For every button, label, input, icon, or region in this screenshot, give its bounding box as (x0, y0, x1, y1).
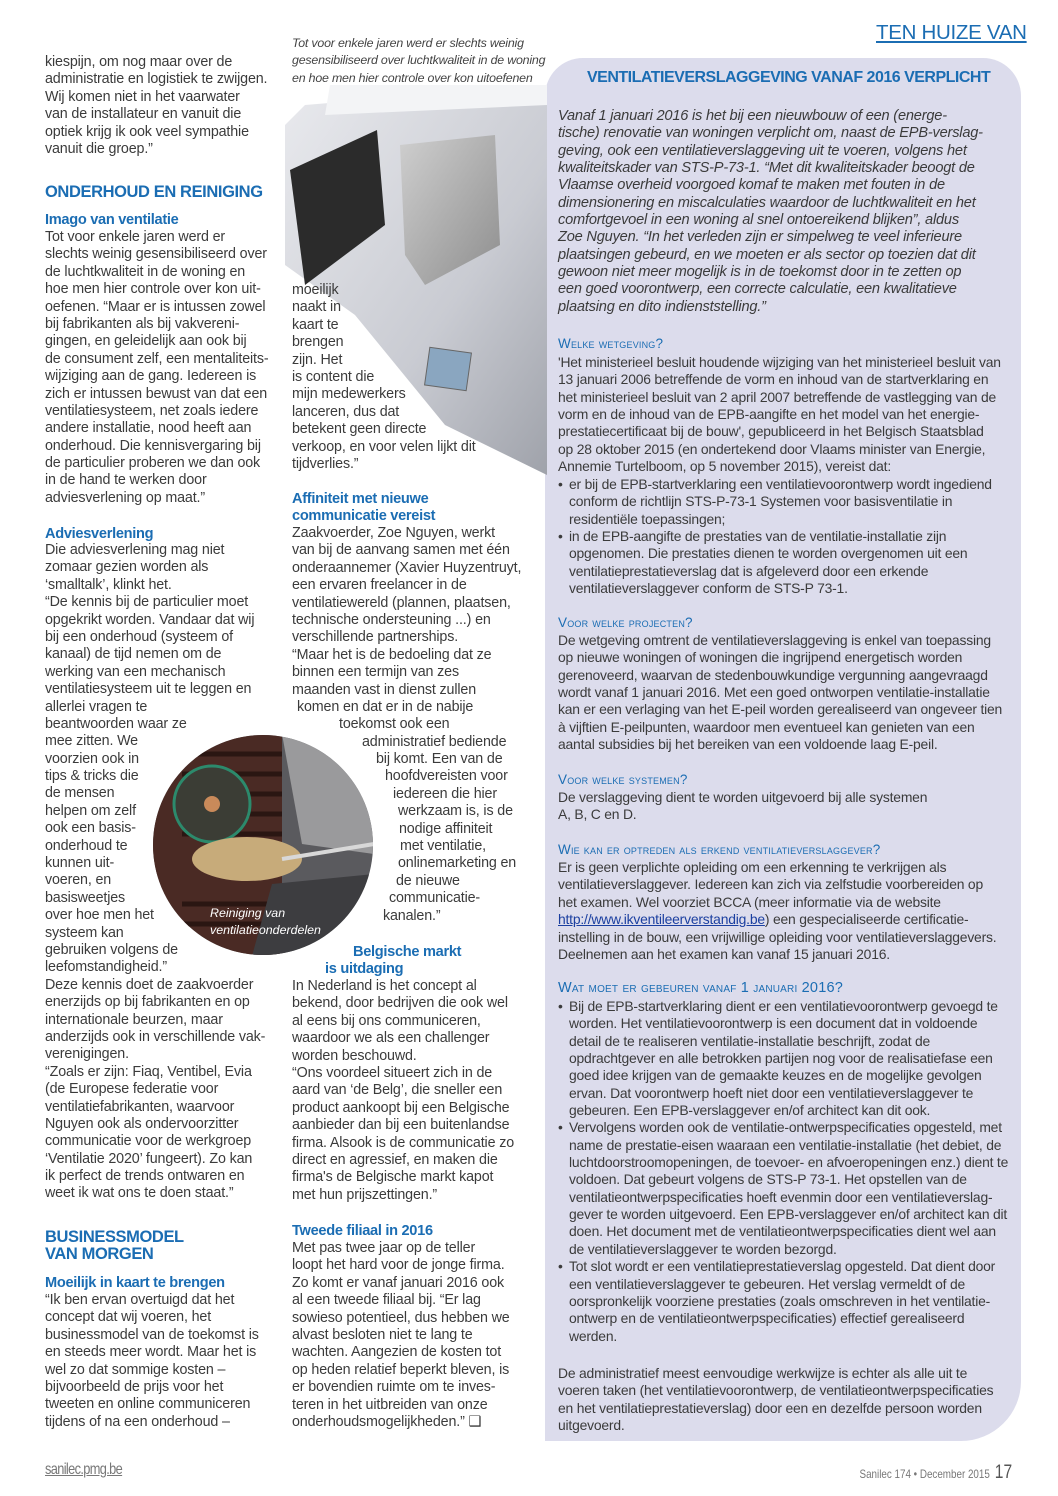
text-line: een ventilatieverslaggever te gebeuren. Het verslag vermeldt of de (569, 1275, 966, 1292)
text-line: nodige affiniteit (399, 820, 493, 837)
text-line: onderhoud te (45, 837, 128, 854)
text-line: gewoon niet meer mogelijk is in de toekomst door in te zetten op (558, 264, 962, 281)
text-line: ik perfect de trends ontwaren en (45, 1168, 245, 1185)
text-line: basisweetjes (45, 889, 126, 906)
text-line: technische ondersteuning ...) en (292, 611, 491, 628)
text-line: kunnen uit- (45, 855, 115, 872)
text-line: worden beschouwd. (292, 1047, 417, 1064)
text-line: voeren taken (het ventilatievoorontwerp, de ventilatieontwerpspecificaties (558, 1382, 994, 1399)
text-line: conform de richtlijn STS-P-73-1 Systemen voor basisventilatie in (569, 493, 953, 510)
section-title-systemen: Voor welke systemen? (558, 772, 688, 787)
text-line: Reiniging van (210, 906, 286, 920)
middle-paragraph (292, 525, 521, 925)
section-tag: TEN HUIZE VAN (876, 21, 1027, 44)
text-line: hoe men hier controle over kon uit- (45, 281, 261, 298)
text-line: Er is geen verplichte opleiding om een erkenning te verkrijgen als (558, 859, 947, 875)
text-line: alvast besloten niet te lang te (292, 1326, 473, 1343)
text-line: naakt in (292, 299, 341, 316)
text-line: tijdverlies.” (292, 455, 359, 472)
text-line: er bovendien ruimte om te inves- (292, 1379, 496, 1396)
text-line: VAN MORGEN (45, 1245, 154, 1264)
bullet-item (558, 1258, 1008, 1345)
footer-issue (859, 1462, 1012, 1484)
bullet-text: er bij de EPB-startverklaring een ventilatievoorontwerp wordt ingediend (569, 476, 992, 492)
left-paragraph (45, 1292, 259, 1431)
text-line: van bij de aanvang samen met één (292, 542, 510, 559)
bullet-icon: • (558, 528, 563, 545)
text-line: bij komt. Een van de (376, 751, 503, 768)
text-line: Vanaf 1 januari 2016 is het bij een nieuwbouw of een (energe- (558, 108, 947, 124)
text-line: lanceren, dus dat (292, 403, 400, 420)
text-line: De wetgeving omtrent de ventilatieverslaggeving is enkel van toepassing (558, 632, 991, 648)
text-line: kan er een verlaging van het E-peil worden gerealiseerd van ongeveer tien (558, 701, 1003, 718)
text-line: aanbieder dan bij een buitenlandse (292, 1117, 510, 1134)
text-line: Deelnemen aan het examen kan vanaf 15 januari 2016. (558, 946, 890, 963)
text-line: bij fabrikanten als bij vakvereni- (45, 315, 240, 332)
text-line: gingen, en geleidelijk aan ook bij (45, 333, 247, 350)
text-line: kanalen.” (383, 907, 441, 924)
text-line: Vlaamse overheid voorgoed komaf te maken met fouten in de (558, 177, 945, 194)
sidebar-title: VENTILATIEVERSLAGGEVING VANAF 2016 VERPLICHT (587, 69, 991, 86)
text-line: bekend, door bedrijven die ook wel (292, 995, 508, 1012)
subheading-imago: Imago van ventilatie (45, 212, 179, 228)
text-line: gebruiken volgens de (45, 941, 178, 958)
text-line: ‘smalltalk’, klinkt het. (45, 576, 172, 593)
section-title-wat-moet: Wat moet er gebeuren vanaf 1 januari 2016? (558, 980, 843, 996)
text-line: 'Het ministerieel besluit houdende wijziging van het ministerieel besluit van (558, 354, 1001, 370)
text-line: de ventilatieverslaggever te worden bezorgd. (569, 1240, 837, 1257)
section-title-projecten: Voor welke projecten? (558, 615, 693, 630)
text-line: Wij komen niet in het vaarwater (45, 88, 240, 105)
text-line: en steeds meer wordt. Maar het is (45, 1344, 257, 1361)
text-line: de mensen (45, 785, 115, 802)
text-line: “Zoals er zijn: Fiaq, Ventibel, Evia (45, 1063, 252, 1080)
text-line: toekomst ook een (339, 716, 450, 733)
sidebar-paragraph (558, 632, 1002, 753)
text-line: teren in het uitbreiden van onze (292, 1396, 488, 1413)
text-line: De verslaggeving dient te worden uitgevoerd bij alle systemen (558, 789, 928, 805)
middle-paragraph (292, 978, 514, 1204)
text-line: aard van ‘de Belg’, die sneller een (292, 1082, 503, 1099)
text-line (558, 1119, 1008, 1136)
text-line: bijvoorbeeld de prijs voor het (45, 1378, 224, 1395)
text-line: opgenomen. Die prestaties dienen te worden overgenomen uit een (569, 545, 968, 562)
sidebar-closing (558, 1365, 993, 1434)
text-line: onderaannemer (Xavier Huyzentruyt, (292, 559, 522, 576)
sidebar-link-line (558, 911, 968, 928)
text-line: mijn medewerkers (292, 386, 406, 403)
text-line: betekent geen directe (292, 421, 427, 438)
text-line: onlinemarketing en (398, 855, 517, 872)
website-link[interactable]: http://www.ikventileerverstandig.be (558, 911, 765, 927)
text-line: vanuit die groep.” (45, 140, 153, 157)
text-line: de nieuwe (396, 872, 460, 889)
text-line: tijdens of na een onderhoud – (45, 1413, 230, 1430)
text-line: ventilatieverslaggever conform de STS-P 73-1. (569, 580, 848, 597)
text-line: product aankoopt bij een Belgische (292, 1099, 510, 1116)
text-line: (de Europese federatie voor (45, 1081, 219, 1098)
text-line: detail de te realiseren ventilatie-installatie beschrijft, zodat de (569, 1032, 931, 1049)
text-line: het examen. Wel voorziet BCCA (meer informatie via de website (558, 893, 941, 910)
text-line: maanden vast in dienst zullen (292, 681, 477, 698)
text-line: worden. Het ventilatievoorontwerp is een document dat in voldoende (569, 1015, 978, 1032)
text-line: gever te worden uitgevoerd. Een EPB-verslaggever en/of architect kan dit (569, 1206, 1008, 1223)
text-line: andere installatie, nood heeft aan (45, 420, 252, 437)
subheading-affiniteit (292, 490, 435, 525)
bullet-item (558, 528, 992, 597)
left-paragraph (45, 229, 268, 507)
text-line: tips & tricks die (45, 768, 139, 785)
text-line: concept dat wij voeren, het (45, 1309, 212, 1326)
text-line: internationale beurzen, maar (45, 1011, 223, 1028)
text-line: administratie en logistiek te zwijgen. (45, 71, 268, 88)
text-line: De administratief meest eenvoudige werkwijze is echter als alle uit te (558, 1365, 968, 1381)
text-line: residentiële toepassingen; (569, 510, 726, 527)
text-line: direct en agressief, en maken die (292, 1151, 498, 1168)
text-line: enerzijds op bij fabrikanten en op (45, 994, 250, 1011)
bullet-item (558, 1119, 1008, 1258)
text-line: dimensionering en miscalculaties waardoor de luchtkwaliteit en het (558, 194, 976, 211)
text-line: instelling in de bouw, een vrijwillige opleiding voor ventilatieverslaggevers. (558, 929, 997, 945)
text-line: tische) renovatie van woningen verplicht om, naast de EPB-verslag- (558, 125, 983, 142)
text-line: hoofdvereisten voor (385, 768, 508, 785)
text-line: binnen een termijn van zes (292, 664, 459, 681)
sidebar-bullets (558, 476, 992, 597)
text-line: adviesverlening op maat.” (45, 489, 205, 506)
text-line: ook een basis- (45, 820, 136, 837)
text-line: wachten. Aangezien de kosten tot (292, 1344, 502, 1361)
text-line: comfortgevoel in een woning al snel ontoereikend blijken”, aldus (558, 212, 959, 229)
text-line: communicatie vereist (292, 508, 436, 525)
subheading-belgische (292, 943, 461, 978)
text-line: kaart te (292, 316, 339, 333)
text-line: A, B, C en D. (558, 806, 637, 823)
bullet-item (558, 476, 992, 528)
text-line: à vijftien E-peilpunten, waardoor men eventueel kan genieten van een (558, 718, 975, 735)
text-line: voorzien ook in (45, 750, 139, 767)
text-line: businessmodel van de toekomst is (45, 1326, 259, 1343)
text-line: is uitdaging (325, 961, 404, 978)
text-line: oorspronkelijk voorziene prestaties (zoals omschreven in het ventilatie- (569, 1292, 991, 1309)
section-title-wie-kan: Wie kan er optreden als erkend ventilatieverslaggever? (558, 842, 881, 857)
text-line: wel zo dat sommige kosten – (45, 1361, 226, 1378)
text-line: luchtdoorstroomopeningen, de toevoer- en afvoeropeningen enz.) dient te (569, 1154, 1009, 1171)
text-line: ventilatiesysteem, net zoals iedere (45, 402, 259, 419)
text-line: Zaakvoerder, Zoe Nguyen, werkt (292, 525, 495, 541)
text-line: ontwerp en de ventilatieontwerpspecificaties) effectief gerealiseerd (569, 1310, 965, 1327)
text-line: optiek krijg ik ook veel sympathie (45, 123, 249, 140)
text-line: ventilatiewereld (plannen, plaatsen, (292, 594, 511, 611)
text-line: “Ons voordeel situeert zich in de (292, 1064, 493, 1081)
text-line: moeilijk (292, 282, 339, 298)
text-line: ventilatieonderdelen (210, 923, 321, 938)
text-line: de luchtkwaliteit in de woning en (45, 263, 246, 280)
text-line: Zoe Nguyen. “In het verleden zijn er simpelweg te veel inferieure (558, 229, 962, 246)
text-line: ventilatieverslaggever. Iedereen kan zich via zelfstudie voorbereiden op (558, 876, 983, 893)
text-line: op 28 oktober 2015 (en ondertekend door Vlaams minister van Energie, (558, 440, 986, 457)
bullet-text: Tot slot wordt er een ventilatieprestatieverslag opgesteld. Dat dient door (569, 1258, 996, 1275)
text-line: beantwoorden waar ze (45, 715, 187, 732)
text-line: prestatiecertificaat bij de bouw', gepubliceerd in het Belgisch Staatsblad (558, 423, 984, 440)
text-line (558, 998, 1008, 1015)
text-line: systeem kan (45, 924, 124, 941)
page-number: 17 (994, 1462, 1012, 1483)
text-line: voeren, en (45, 872, 112, 889)
text-line: is content die (292, 368, 375, 385)
left-paragraph (45, 542, 265, 1203)
subheading-adviesverlening: Adviesverlening (45, 526, 154, 542)
link-line-text: ) een gespecialiseerde certificatie- (764, 911, 969, 927)
text-line: aantal subsidies bij het bereiken van een voldoende laag E-peil. (558, 736, 938, 753)
bullet-text: Vervolgens worden ook de ventilatie-ontwerpspecificaties opgesteld, met (569, 1119, 1002, 1136)
section-title-wetgeving: Welke wetgeving? (558, 336, 664, 351)
text-line: mee zitten. We (45, 733, 138, 750)
text-line: de particulier proberen we dan ook (45, 455, 261, 472)
sidebar-intro (558, 108, 983, 316)
text-line: Zo komt er vanaf januari 2016 ook (292, 1274, 505, 1291)
text-line: een ervaren freelancer in de (292, 577, 467, 594)
text-line: firma's de Belgische markt kapot (292, 1169, 494, 1186)
text-line: ervan. Dat voorontwerp hoeft niet door een ventilatieverslaggever te (569, 1084, 974, 1101)
text-line: loopt het hard voor de jonge firma. (292, 1257, 505, 1274)
sidebar-paragraph (558, 789, 927, 824)
text-line: weet ik wat ons te doen staat.” (45, 1185, 234, 1202)
text-line: administratief bediende (362, 733, 507, 750)
text-line: verkoop, en voor velen lijkt dit (292, 438, 476, 455)
text-line: opdrachtgever en alle betrokken partijen nog voor de realisatiefase een (569, 1050, 993, 1067)
text-line: werden. (569, 1327, 618, 1344)
bullet-text: Bij de EPB-startverklaring dient er een ventilatievoorontwerp gevoegd te (569, 998, 998, 1014)
sidebar-paragraph (558, 354, 1001, 475)
heading-businessmodel (45, 1228, 184, 1263)
text-line: “Maar het is de bedoeling dat ze (292, 646, 492, 663)
text-line: gesensibiliseerd over luchtkwaliteit in de woning (292, 53, 546, 68)
text-line: verenigingen. (45, 1046, 129, 1063)
text-line: met hun prijszettingen.” (292, 1186, 438, 1203)
bullet-icon: • (558, 1258, 563, 1275)
text-line: Die adviesverlening mag niet (45, 542, 225, 558)
text-line: Tot voor enkele jaren werd er slechts weinig (292, 36, 524, 50)
text-line: waardoor we als een challenger (292, 1030, 490, 1047)
text-line: Deze kennis doet de zaakvoerder (45, 976, 254, 993)
text-line: werking van een mechanisch (45, 663, 226, 680)
sidebar-paragraph (558, 859, 983, 911)
text-line: en het ventilatieprestatieverslag) door een en dezelfde persoon worden (558, 1399, 982, 1416)
text-line: het ministerieel besluit van 2 april 2007 betreffende de vastlegging van de (558, 388, 997, 405)
sidebar-bullets (558, 998, 1008, 1345)
text-line: gerenoveerd, waarvan de stedenbouwkundige vergunning aangevraagd (558, 666, 988, 683)
text-line: kanaal) de tijd nemen om de (45, 646, 222, 663)
text-line: verschillende partnerships. (292, 629, 459, 646)
text-line: ventilatiesysteem uit te leggen en (45, 681, 252, 698)
text-line: met ventilatie, (400, 838, 486, 855)
text-line: ventilatieprestatieverslag dat is afgeleverd door een erkende (569, 562, 929, 579)
text-line: werkzaam is, is de (398, 803, 513, 820)
text-line: Met pas twee jaar op de teller (292, 1240, 476, 1256)
text-line: oefenen. “Maar er is intussen zowel (45, 298, 266, 315)
heading-onderhoud: ONDERHOUD EN REINIGING (45, 183, 263, 201)
bullet-item (558, 998, 1008, 1119)
text-line: “Ik ben ervan overtuigd dat het (45, 1292, 235, 1308)
footer-website[interactable]: sanilec.pmg.be (45, 1461, 123, 1478)
photo-caption (292, 35, 545, 87)
text-line: ventilatieontwerpspecificaties hoeft evenmin door een ventilatieverslag- (569, 1188, 993, 1205)
text-line: zijn. Het (292, 351, 343, 368)
text-line: anderzijds ook in verschillende vak- (45, 1028, 266, 1045)
bullet-icon: • (558, 1119, 563, 1136)
middle-paragraph (292, 1240, 510, 1431)
text-line: onderhoud. Die kennisvergaring bij (45, 437, 261, 454)
text-line: leefomstandigheid.” (45, 959, 167, 976)
text-line: doen. Het document met de ventilatieontwerpspecificaties dient wel aan (569, 1223, 996, 1240)
text-line: bij een onderhoud (systeem of (45, 628, 233, 645)
text-line: kiespijn, om nog maar over de (45, 54, 233, 70)
subheading-tweede-filiaal: Tweede filiaal in 2016 (292, 1223, 433, 1239)
text-line (558, 476, 992, 493)
issue-info: Sanilec 174 • December 2015 (859, 1467, 990, 1481)
text-line: vorm en de inhoud van de EPB-aangifte en het model van het energie- (558, 406, 980, 423)
bullet-icon: • (558, 998, 563, 1014)
text-line: over hoe men het (45, 907, 154, 924)
text-line: Affiniteit met nieuwe (292, 491, 429, 507)
text-line: ventilatiefabrikanten, waarvoor (45, 1098, 235, 1115)
text-line: onderhoudsmogelijkheden.” ❑ (292, 1413, 482, 1430)
text-line: voldoen. Dat gebeurt volgens de STS-P 73-1. Het opstellen van de (569, 1171, 967, 1188)
text-line: Belgische markt (353, 944, 462, 960)
text-line: tweeten en online communiceren (45, 1396, 251, 1413)
text-line: name de prestatie-eisen waaraan een ventilatie-installatie (het debiet, de (569, 1136, 1002, 1153)
text-line: Tot voor enkele jaren werd er (45, 229, 226, 245)
text-line: op heden relatief beperkt bleven, is (292, 1361, 510, 1378)
text-line: ‘Ventilatie 2020’ fungeert). Zo kan (45, 1150, 253, 1167)
text-line: en hoe men hier controle over kon uitoefenen (292, 70, 533, 85)
text-line: een goed voorontwerp, een correcte calculatie, een kwalitatieve (558, 281, 957, 298)
text-line: “De kennis bij de particulier moet (45, 594, 249, 611)
text-line: al eens bij ons communiceren, (292, 1012, 481, 1029)
text-line: communicatie- (389, 890, 481, 907)
text-line (558, 1258, 1008, 1275)
text-line: In Nederland is het concept al (292, 978, 477, 994)
text-line: sowieso potentieel, dus hebben we (292, 1309, 510, 1326)
middle-paragraph (292, 282, 476, 473)
text-line: goed idee krijgen van de gemaakte keuzes en de mogelijke gevolgen (569, 1067, 982, 1084)
text-line: plaatsing en dito indienststelling.” (558, 298, 766, 315)
text-line: kwaliteitskader van STS-P-73-1. “Met dit kwaliteitskader beoogt de (558, 160, 975, 177)
text-line: de consument zelf, een mentaliteits- (45, 350, 269, 367)
text-line: uitgevoerd. (558, 1417, 625, 1434)
text-line: zomaar gezien worden als (45, 559, 209, 576)
text-line: BUSINESSMODEL (45, 1228, 184, 1246)
text-line: in de hand te werken door (45, 472, 207, 489)
text-line: plaatsingen gebeurd, en we moeten er als sector op toezien dat dit (558, 246, 976, 263)
text-line: brengen (292, 334, 344, 351)
bullet-icon: • (558, 476, 563, 492)
left-paragraph (45, 54, 267, 158)
text-line: wordt vanaf 1 januari 2016. Met een goed ontworpen ventilatie-installatie (558, 684, 990, 701)
subheading-moeilijk: Moeilijk in kaart te brengen (45, 1275, 225, 1291)
sidebar-paragraph (558, 929, 996, 964)
text-line: op nieuwe woningen of woningen die ingrijpend energetisch worden (558, 649, 963, 666)
text-line: firma. Alsook is de communicatie zo (292, 1134, 514, 1151)
text-line: 13 januari 2006 betreffende de vorm en inhoud van de startverklaring en (558, 371, 989, 388)
text-line: opgekrikt worden. Vandaar dat wij (45, 611, 255, 628)
text-line: komen en dat er in de nabije (297, 698, 474, 715)
text-line: iedereen die hier (393, 785, 497, 802)
text-line (558, 528, 992, 545)
text-line: allerlei vragen te (45, 698, 148, 715)
text-line: wijziging aan de gang. Iedereen is (45, 368, 257, 385)
text-line: Nguyen ook als ondervoorzitter (45, 1115, 239, 1132)
text-line: al een tweede filiaal bij. “Er lag (292, 1292, 481, 1309)
text-line: zich er intussen bewust van dat een (45, 385, 268, 402)
bullet-text: in de EPB-aangifte de prestaties van de ventilatie-installatie zijn (569, 528, 947, 545)
text-line: gebeuren. Een EPB-verslaggever en/of architect kan dit ook. (569, 1102, 931, 1119)
text-line: geving, ook een ventilatieverslaggeving uit te voeren, volgens het (558, 142, 967, 159)
text-line: communicatie voor de werkgroep (45, 1133, 252, 1150)
text-line: helpen om zelf (45, 802, 136, 819)
text-line: Annemie Turtelboom, op 5 november 2015), vereist dat: (558, 458, 891, 475)
text-line: slechts weinig gesensibiliseerd over (45, 246, 267, 263)
text-line: van de installateur en vanuit die (45, 106, 242, 123)
